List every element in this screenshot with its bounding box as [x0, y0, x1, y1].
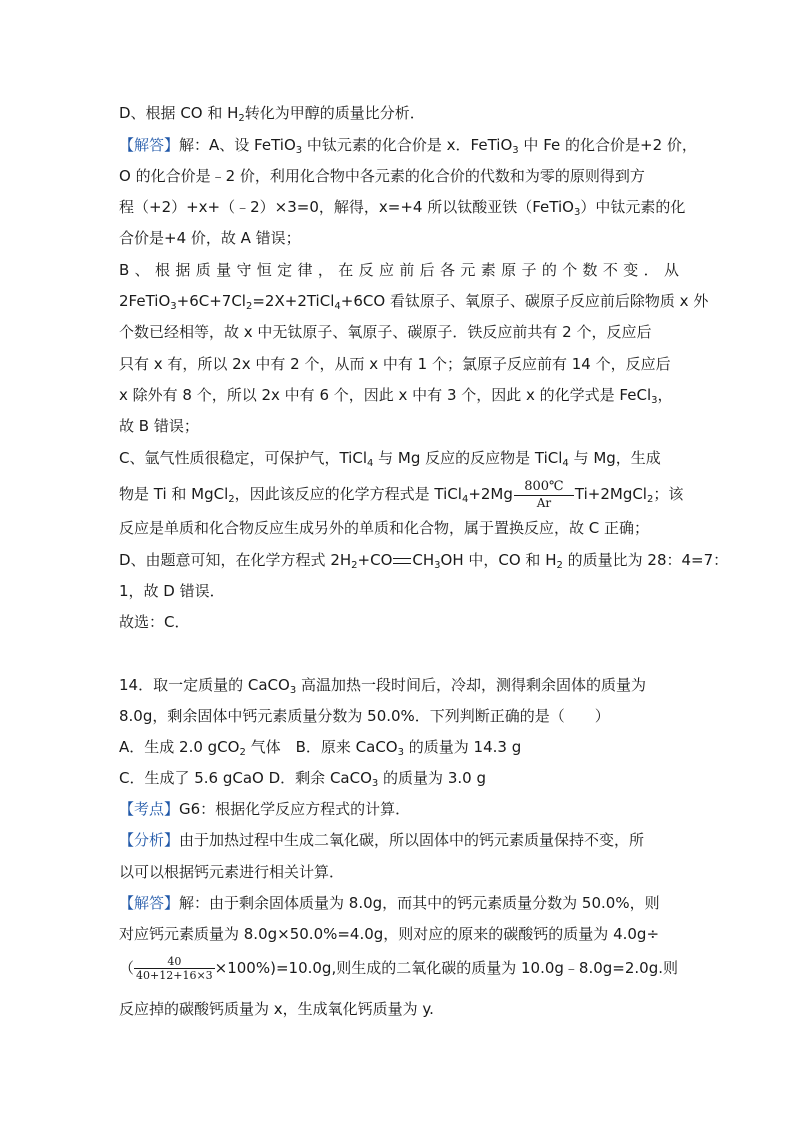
q14-solution-line-1: 【解答】解：由于剩余固体质量为 8.0g，而其中的钙元素质量分数为 50.0%，则: [119, 894, 660, 912]
q14-options-c-d: C．生成了 5.6 gCaO D．剩余 CaCO$_3$ 的质量为 3.0 g: [119, 769, 486, 789]
q13-option-c-line-3: 反应是单质和化合物反应生成另外的单质和化合物，属于置换反应，故 C 正确；: [119, 519, 650, 537]
q13-option-c-line-2: 物是 Ti 和 MgCl$_2$，因此该反应的化学方程式是 TiCl$_4$+2Mg $\frac{800℃}{Ar}$ Ti+2MgCl$_2$；该: [119, 478, 684, 510]
q14-options-a-b: A．生成 2.0 gCO$_2$ 气体 B．原来 CaCO$_3$ 的质量为 14.3 g: [119, 738, 522, 758]
q14-fenxi-line-1: 【分析】由于加热过程中生成二氧化碳，所以固体中的钙元素质量保持不变，所: [119, 831, 645, 849]
q13-option-b-line-1: B、根据质量守恒定律，在反应前后各元素原子的个数不变．从: [119, 261, 679, 279]
q14-stem-line-2: 8.0g，剩余固体中钙元素质量分数为 50.0%．下列判断正确的是（ ）: [119, 707, 610, 725]
q13-answer: 故选：C．: [119, 613, 190, 631]
solution-tag: 【解答】: [119, 894, 180, 912]
q13-option-b-line-3: 个数已经相等，故 x 中无钛原子、氧原子、碳原子．铁反应前共有 2 个，反应后: [119, 323, 652, 341]
q13-option-d-line-2: 1，故 D 错误．: [119, 582, 225, 600]
q14-stem-line-1: 14．取一定质量的 CaCO$_3$ 高温加热一段时间后，冷却，测得剩余固体的质量为: [119, 676, 646, 696]
q14-solution-line-2: 对应钙元素质量为 8.0g×50.0%=4.0g，则对应的原来的碳酸钙的质量为 4.0g÷: [119, 925, 660, 943]
fenxi-tag: 【分析】: [119, 831, 180, 849]
q13-option-b-line-6: 故 B 错误；: [119, 417, 199, 435]
q13-solution-line-4: 合价是+4 价，故 A 错误；: [119, 229, 301, 247]
q14-solution-line-3: （ $\frac{40}{40+12+16\times 3}$ ×100%)=10.0g,则生成的二氧化碳的质量为 10.0g﹣8.0g=2.0g.则: [119, 955, 678, 982]
q13-option-b-line-2: $2FeTiO_3+6C+7Cl_2=2X+2TiCl_4+6CO$ 看钛原子、氧原子、碳原子反应前后除物质 x 外: [119, 292, 709, 312]
q14-kaodian: 【考点】G6：根据化学反应方程式的计算．: [119, 800, 411, 818]
q14-solution-line-4: 反应掉的碳酸钙质量为 x，生成氧化钙质量为 y.: [119, 1000, 434, 1018]
q13-option-d-hint: D、根据 CO 和 $H_2$转化为甲醇的质量比分析．: [119, 104, 425, 124]
q13-option-d-line-1: D、由题意可知，在化学方程式 $2H_2+CO$ $CH_3OH$ 中，CO 和 $H_2$ 的质量比为 28：4=7：: [119, 551, 729, 571]
q13-option-c-line-1: C、氩气性质很稳定，可保护气，TiCl$_4$ 与 Mg 反应的反应物是 TiCl$_4$ 与 Mg，生成: [119, 449, 661, 469]
double-line-equals-sign: [393, 558, 411, 564]
q13-option-b-line-4: 只有 x 有，所以 2x 中有 2 个，从而 x 中有 1 个；氯原子反应前有 14 个，反应后: [119, 355, 671, 373]
q13-option-b-line-5: x 除外有 8 个，所以 2x 中有 6 个，因此 x 中有 3 个，因此 x 的化学式是 FeCl$_3$，: [119, 386, 673, 406]
q13-solution-line-3: 程（+2）+x+（﹣2）×3=0，解得，x=+4 所以钛酸亚铁（FeTiO$_3$）中钛元素的化: [119, 198, 686, 218]
q13-solution-line-1: 【解答】解：A、设 FeTiO$_3$ 中钛元素的化合价是 x．FeTiO$_3$ 中 Fe 的化合价是+2 价，: [119, 136, 697, 156]
solution-tag: 【解答】: [119, 136, 180, 154]
q14-fenxi-line-2: 以可以根据钙元素进行相关计算．: [119, 863, 345, 881]
reaction-condition-arrow: $\frac{800℃}{Ar}$: [514, 480, 574, 510]
kaodian-tag: 【考点】: [119, 800, 180, 818]
calcium-fraction: $\frac{40}{40+12+16\times 3}$: [136, 955, 213, 982]
q13-solution-line-2: O 的化合价是﹣2 价，利用化合物中各元素的化合价的代数和为零的原则得到方: [119, 167, 645, 185]
